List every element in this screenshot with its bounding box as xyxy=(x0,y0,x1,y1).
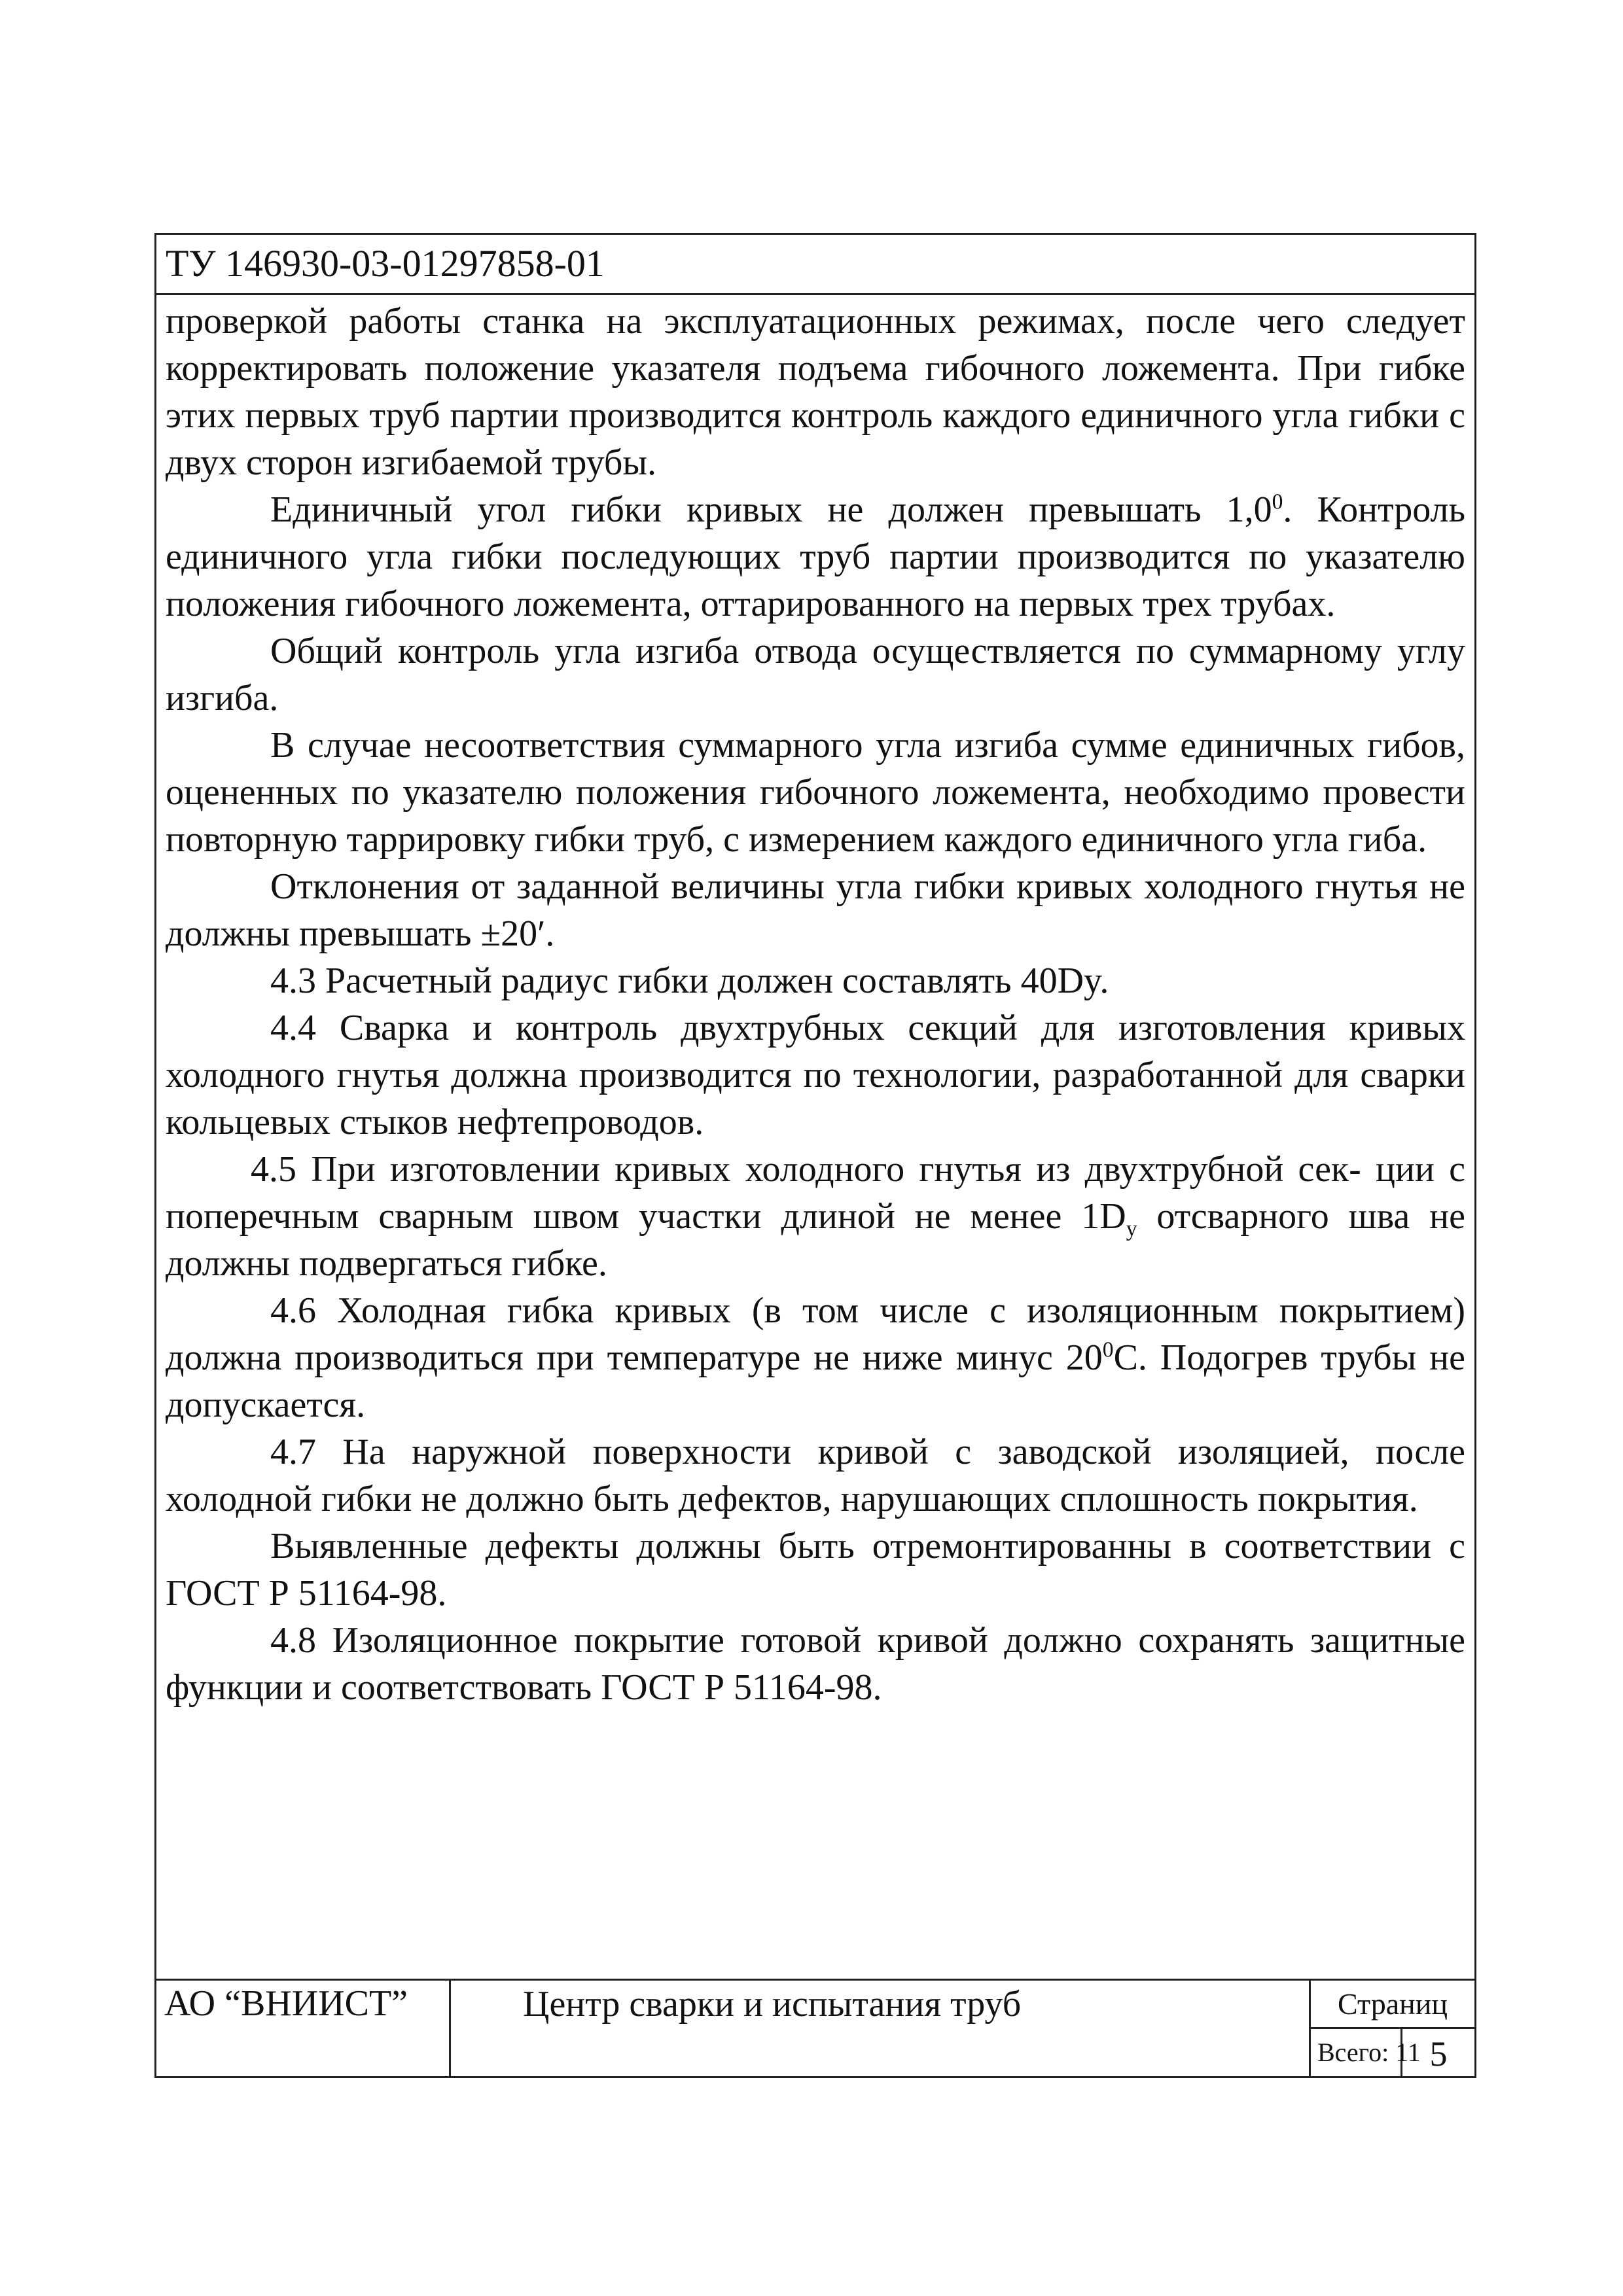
document-code-header xyxy=(156,235,1474,295)
pages-label: Страниц xyxy=(1311,1981,1474,2029)
paragraph-3: Общий контроль угла изгиба отвода осуществляется по суммарному углу изгиба. xyxy=(166,631,1465,718)
paragraph-8: 4.5 При изготовлении кривых холодного гнутья из двухтрубной сек- ции с поперечным сварным швом участки длиной не менее $1D_y$ отсварного шва не должны подвергаться гибке. xyxy=(166,1149,1465,1284)
organization-name: АО “ВНИИСТ” xyxy=(156,1981,451,2076)
paragraph-11: Выявленные дефекты должны быть отремонтированны в соответствии с ГОСТ Р 51164-98. xyxy=(166,1526,1465,1614)
title-block xyxy=(156,1979,1474,2076)
paragraph-12: 4.8 Изоляционное покрытие готовой кривой должно сохранять защитные функции и соответствовать ГОСТ Р 51164-98. xyxy=(166,1620,1465,1708)
paragraph-2: Единичный угол гибки кривых не должен превышать $1,0^0$. Контроль единичного угла гибки последующих труб партии производится по указателю положения гибочного ложемента, оттарированного на первых трех трубах. xyxy=(166,489,1465,624)
document-body xyxy=(166,298,1465,1711)
paragraph-4: В случае несоответствия суммарного угла изгиба сумме единичных гибов, оцененных по указателю положения гибочного ложемента, необходимо провести повторную таррировку гибки труб, с измерением каждого единичного угла гиба. xyxy=(166,725,1465,860)
paragraph-7: 4.4 Сварка и контроль двухтрубных секций для изготовления кривых холодного гнутья должна производится по технологии, разработанной для сварки кольцевых стыков нефтепроводов. xyxy=(166,1008,1465,1142)
paragraph-1: проверкой работы станка на эксплуатационных режимах, после чего следует корректировать положение указателя подъема гибочного ложемента. При гибке этих первых труб партии производится контроль каждого единичного угла гибки с двух сторон изгибаемой трубы. xyxy=(166,301,1465,483)
paragraph-6: 4.3 Расчетный радиус гибки должен составлять 40Dy. xyxy=(270,961,1109,1001)
paragraph-5: Отклонения от заданной величины угла гибки кривых холодного гнутья не должны превышать ±20′. xyxy=(166,866,1465,954)
total-pages: Всего: 11 xyxy=(1311,2029,1402,2076)
paragraph-10: 4.7 На наружной поверхности кривой с заводской изоляцией, после холодной гибки не должно быть дефектов, нарушающих сплошность покрытия. xyxy=(166,1432,1465,1519)
department-name: Центр сварки и испытания труб xyxy=(451,1981,1311,2076)
document-frame xyxy=(154,233,1476,2078)
current-page-number: 5 xyxy=(1429,2034,1448,2074)
pages-block xyxy=(1311,1981,1474,2076)
paragraph-9: 4.6 Холодная гибка кривых (в том числе с изоляционным покрытием) должна производиться при температуре не ниже минус $20^0С$. Подогрев трубы не допускается. xyxy=(166,1290,1465,1425)
document-code: ТУ 146930-03-01297858-01 xyxy=(166,242,605,285)
